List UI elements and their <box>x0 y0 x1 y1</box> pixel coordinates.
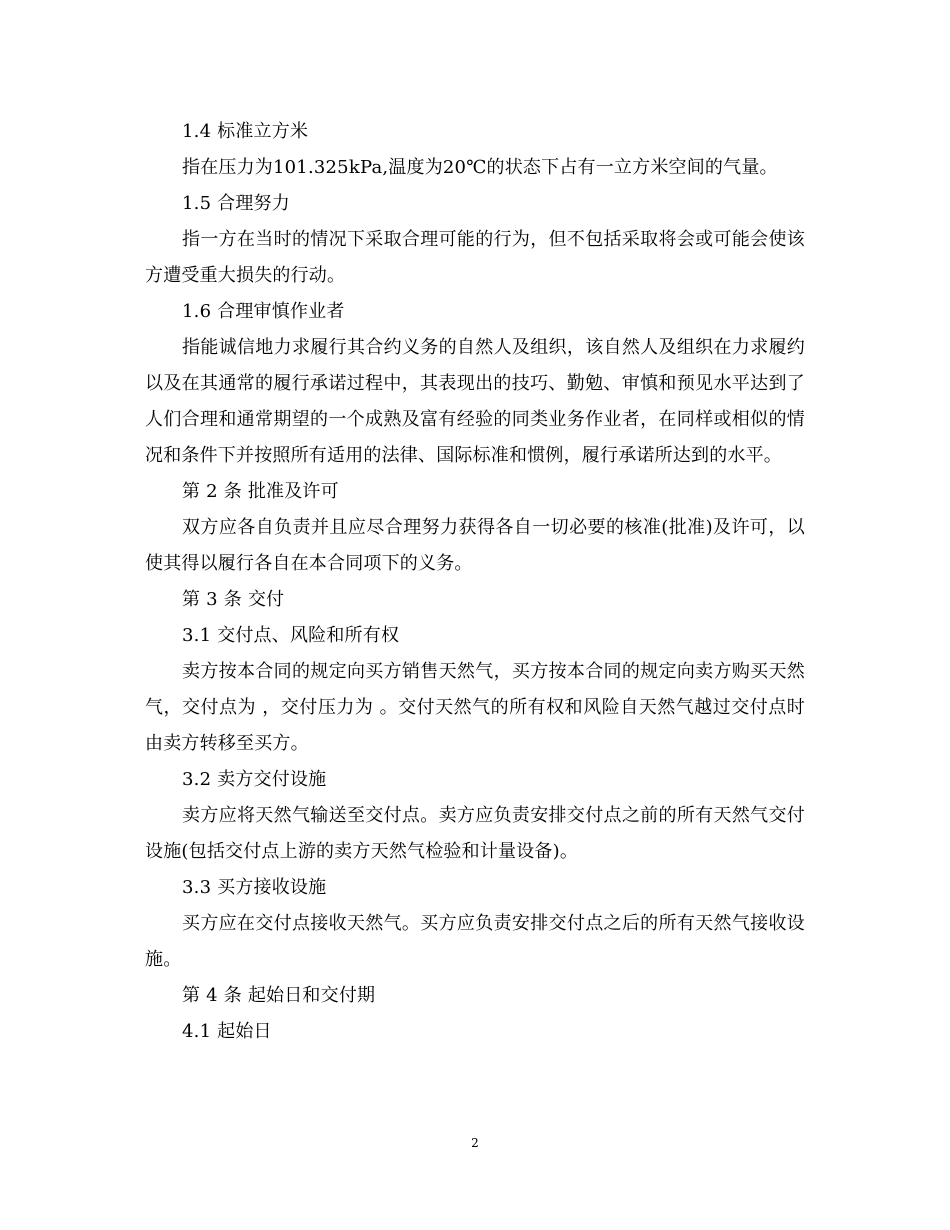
section-heading-3-3: 3.3 买方接收设施 <box>182 877 327 898</box>
section-heading-1-5: 1.5 合理努力 <box>182 193 290 214</box>
section-heading-1-4: 1.4 标准立方米 <box>182 121 309 142</box>
page-number: 2 <box>471 1136 479 1150</box>
section-heading-4-1: 4.1 起始日 <box>182 1021 272 1042</box>
paragraph-seller-delivery-facilities: 卖方应将天然气输送至交付点。卖方应负责安排交付点之前的所有天然气交付设施(包括交付点上游的卖方天然气检验和计量设备)。 <box>145 805 805 862</box>
paragraph-buyer-receiving-facilities: 买方应在交付点接收天然气。买方应负责安排交付点之后的所有天然气接收设施。 <box>145 913 805 970</box>
section-heading-1-6: 1.6 合理审慎作业者 <box>182 301 345 322</box>
paragraph-approvals-permits: 双方应各自负责并且应尽合理努力获得各自一切必要的核准(批准)及许可，以使其得以履行各自在本合同项下的义务。 <box>145 517 805 574</box>
paragraph-reasonable-effort: 指一方在当时的情况下采取合理可能的行为，但不包括采取将会或可能会使该方遭受重大损失的行动。 <box>145 229 805 286</box>
section-heading-3-1: 3.1 交付点、风险和所有权 <box>182 625 400 646</box>
article-heading-4: 第 4 条 起始日和交付期 <box>182 985 376 1006</box>
paragraph-standard-cubic-meter: 指在压力为101.325kPa,温度为20℃的状态下占有一立方米空间的气量。 <box>182 157 778 178</box>
paragraph-delivery-point-risk-ownership: 卖方按本合同的规定向买方销售天然气，买方按本合同的规定向卖方购买天然气，交付点为 ，交付压力为 。交付天然气的所有权和风险自天然气越过交付点时由卖方转移至买方。 <box>145 661 805 754</box>
article-heading-2: 第 2 条 批准及许可 <box>182 481 339 502</box>
section-heading-3-2: 3.2 卖方交付设施 <box>182 769 327 790</box>
paragraph-reasonable-prudent-operator: 指能诚信地力求履行其合约义务的自然人及组织，该自然人及组织在力求履约以及在其通常的履行承诺过程中，其表现出的技巧、勤勉、审慎和预见水平达到了人们合理和通常期望的一个成熟及富有经验的同类业务作业者，在同样或相似的情况和条件下并按照所有适用的法律、国际标准和惯例，履行承诺所达到的水平。 <box>145 337 805 466</box>
article-heading-3: 第 3 条 交付 <box>182 589 285 610</box>
page-content <box>145 114 805 1050</box>
